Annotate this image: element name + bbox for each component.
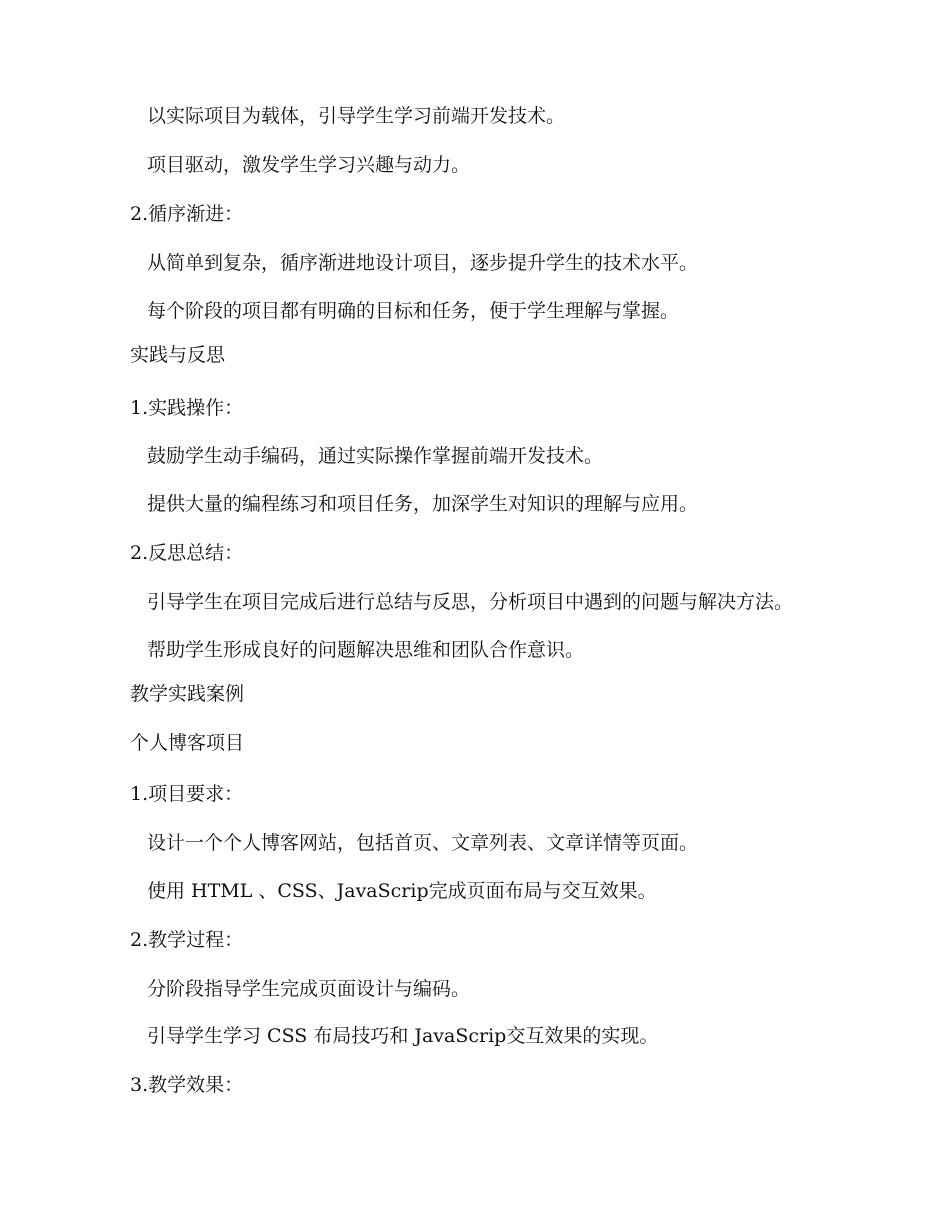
numbered-heading: 1.实践操作： xyxy=(130,397,244,419)
paragraph-line: 引导学生学习 CSS 布局技巧和 JavaScrip交互效果的实现。 xyxy=(147,1025,659,1047)
paragraph-line: 提供大量的编程练习和项目任务，加深学生对知识的理解与应用。 xyxy=(147,493,699,515)
section-heading: 教学实践案例 xyxy=(130,683,245,705)
paragraph-line: 以实际项目为载体，引导学生学习前端开发技术。 xyxy=(147,105,566,127)
numbered-heading: 2.反思总结： xyxy=(130,542,244,564)
subsection-heading: 个人博客项目 xyxy=(130,732,245,754)
paragraph-line: 从简单到复杂，循序渐进地设计项目，逐步提升学生的技术水平。 xyxy=(147,252,699,274)
numbered-heading: 3.教学效果： xyxy=(130,1074,244,1096)
paragraph-line: 引导学生在项目完成后进行总结与反思，分析项目中遇到的问题与解决方法。 xyxy=(147,591,794,613)
paragraph-line: 鼓励学生动手编码，通过实际操作掌握前端开发技术。 xyxy=(147,445,604,467)
paragraph-line: 项目驱动，激发学生学习兴趣与动力。 xyxy=(147,154,471,176)
paragraph-line: 设计一个个人博客网站，包括首页、文章列表、文章详情等页面。 xyxy=(147,832,699,854)
paragraph-line: 每个阶段的项目都有明确的目标和任务，便于学生理解与掌握。 xyxy=(147,300,680,322)
paragraph-line: 分阶段指导学生完成页面设计与编码。 xyxy=(147,978,471,1000)
numbered-heading: 1.项目要求： xyxy=(130,783,244,805)
paragraph-line: 帮助学生形成良好的问题解决思维和团队合作意识。 xyxy=(147,639,585,661)
numbered-heading: 2.教学过程： xyxy=(130,929,244,951)
section-heading: 实践与反思 xyxy=(130,344,226,366)
paragraph-line: 使用 HTML 、CSS、JavaScrip完成页面布局与交互效果。 xyxy=(147,880,657,902)
numbered-heading: 2.循序渐进： xyxy=(130,203,244,225)
